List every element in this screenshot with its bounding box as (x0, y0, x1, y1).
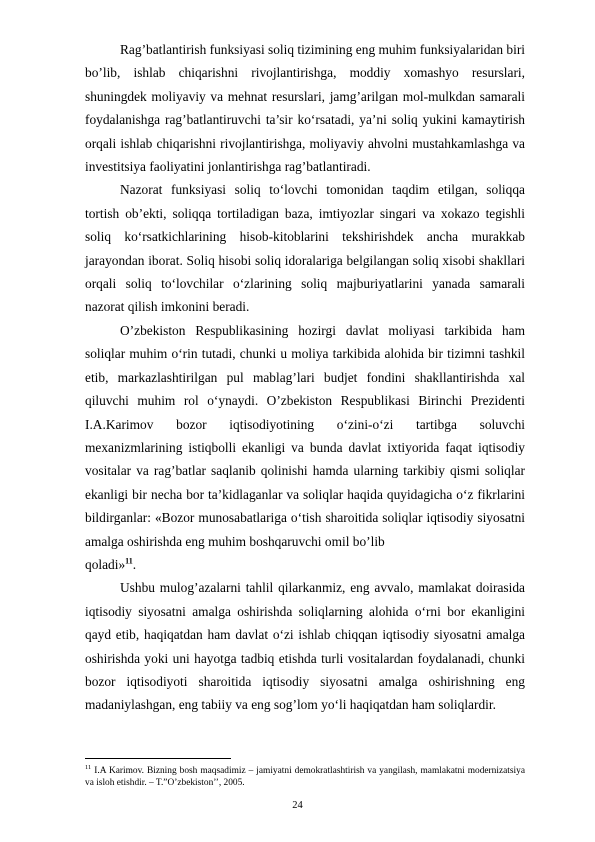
body-text (85, 38, 525, 717)
footnote-text: I.A Karimov. Bizning bosh maqsadimiz – jamiyatni demokratlashtirish va yangilash, mamlakatni modernizatsiya va isloh etishdir. – T.”O’zbekiston’’, 2005. (85, 766, 525, 789)
paragraph-analysis: Ushbu mulog’azalarni tahlil qilarkanmiz, eng avvalo, mamlakat doirasida iqtisodiy siyosatni amalga oshirishda soliqlarning alohida o‘rni bor ekanligini qayd etib, haqiqatdan ham davlat o‘zi ishlab chiqqan iqtisodiy siyosatni amalga oshirishda yoki uni hayotga tadbiq etishda turli vositalardan foydalanadi, chunki bozor iqtisodiyoti sharoitida iqtisodiy siyosatni amalga oshirishning eng madaniylashgan, eng tabiiy va eng sog’lom yo‘li haqiqatdan ham soliqlardir. (85, 580, 525, 713)
footnote-reference[interactable]: 11 (125, 556, 133, 566)
paragraph-continuation (85, 553, 525, 576)
period: . (132, 556, 137, 572)
footnote-separator (85, 758, 231, 759)
quote-ending: qoladi» (85, 556, 126, 572)
paragraph-stimulating-function: Rag’batlantirish funksiyasi soliq tizimining eng muhim funksiyalaridan biri bo’lib, ishlab chiqarishni rivojlantirishga, moddiy xomashyo resurslari, shuningdek moliyaviy va mehnat resurslari, jamg’arilgan mol-mulkdan samarali foydalanishga rag’batlantiruvchi ta’sir ko‘rsatadi, ya’ni soliq yukini kamaytirish orqali ishlab chiqarishni rivojlantirishga, moliyaviy ahvolni mustahkamlashga va investitsiya faoliyatini jonlantirishga rag’batlantiradi. (85, 42, 526, 175)
paragraph-uzbekistan-taxes: O’zbekiston Respublikasining hozirgi davlat moliyasi tarkibida ham soliqlar muhim o‘rin tutadi, chunki u moliya tarkibida alohida bir tizimni tashkil etib, markazlashtirilgan pul mablag’lari budjet fondini shakllantirishda xal qiluvchi muhim rol o‘ynaydi. O’zbekiston Respublikasi Birinchi Prezidenti I.A.Karimov bozor iqtisodiyotining o‘zini-o‘zi tartibga soluvchi mexanizmlarining istiqbolli ekanligi va bunda davlat ixtiyorida faqat iqtisodiy vositalar va rag’batlar saqlanib qolinishi hamda ularning tarkibiy qismi soliqlar ekanligi bir necha bor ta’kidlaganlar va soliqlar haqida quyidagicha o‘z fikrlarini bildirganlar: «Bozor munosabatlariga o‘tish sharoitida soliqlar iqtisodiy siyosatni amalga oshirishda eng muhim boshqaruvchi omil bo’lib (85, 322, 525, 549)
footnote-number: 11 (85, 764, 92, 771)
footnote (85, 762, 525, 789)
paragraph-control-function: Nazorat funksiyasi soliq to‘lovchi tomonidan taqdim etilgan, soliqqa tortish ob’ekti, soliqqa tortiladigan baza, imtiyozlar singari va xokazo tegishli soliq ko‘rsatkichlarining hisob-kitoblarini tekshirishdek ancha murakkab jarayondan iborat. Soliq hisobi soliq idoralariga belgilangan soliq xisobi shakllari orqali soliq to‘lovchilar o‘zlarining soliq majburiyatlarini yanada samarali nazorat qilish imkonini beradi. (85, 182, 525, 315)
page-number: 24 (292, 800, 303, 811)
